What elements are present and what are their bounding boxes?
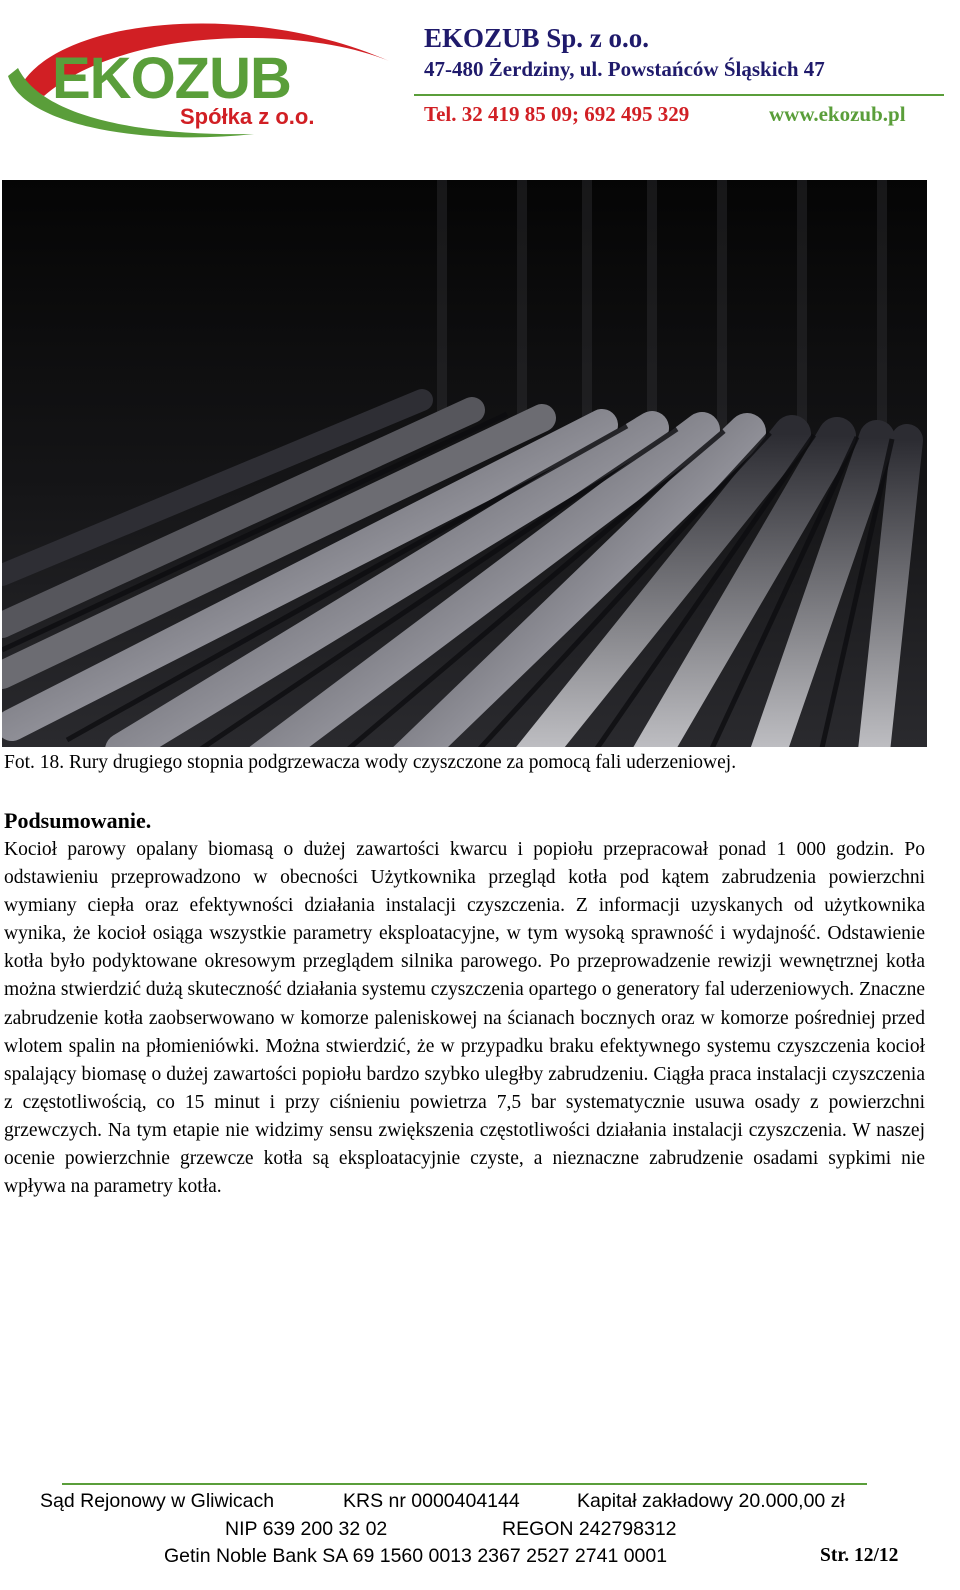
page-header [0, 0, 960, 150]
court-text: Sąd Rejonowy w Gliwicach [40, 1490, 275, 1512]
krs-text: KRS nr 0000404144 [343, 1490, 520, 1512]
company-name: EKOZUB Sp. z o.o. [424, 23, 650, 53]
page-number: Str. 12/12 [820, 1545, 899, 1566]
section-title: Podsumowanie. [4, 808, 152, 833]
logo-subtext: Spółka z o.o. [180, 104, 315, 129]
boiler-tubes-photo [2, 180, 927, 747]
photo-caption: Fot. 18. Rury drugiego stopnia podgrzewacza wody czyszczone za pomocą fali uderzeniowej. [4, 752, 737, 773]
company-block [424, 22, 825, 84]
capital-text: Kapitał zakładowy 20.000,00 zł [577, 1490, 845, 1512]
phone-text: Tel. 32 419 85 09; 692 495 329 [424, 102, 690, 126]
header-divider [414, 94, 944, 96]
regon-text: REGON 242798312 [502, 1518, 677, 1540]
company-address: 47-480 Żerdziny, ul. Powstańców Śląskich 47 [424, 57, 825, 81]
bank-text: Getin Noble Bank SA 69 1560 0013 2367 2527 2741 0001 [164, 1545, 668, 1567]
footer-divider [62, 1483, 867, 1485]
contact-line [424, 102, 906, 127]
logo-wordmark: EKOZUB [52, 46, 291, 111]
ekozub-logo [4, 6, 399, 141]
summary-paragraph: Kocioł parowy opalany biomasą o dużej zawartości kwarcu i popiołu przepracował ponad 1 000 godzin. Po odstawieniu przeprowadzono w obecności Użytkownika przegląd kotła pod kątem zabrudzenia powierzchni wymiany ciepła oraz efektywności działania instalacji czyszczenia. Z informacji uzyskanych od użytkownika wynika, że kocioł osiąga wszystkie parametry eksploatacyjne, w tym wysoką sprawność i wydajność. Odstawienie kotła było podyktowane okresowym przeglądem silnika parowego. Po przeprowadzenie rewizji wewnętrznej kotła można stwierdzić dużą skuteczność działania systemu czyszczenia opartego o generatory fal uderzeniowych. Znaczne zabrudzenie kotła zaobserwowano w komorze paleniskowej na ścianach bocznych oraz w komorze pośredniej przed wlotem spalin na płomieniówki. Można stwierdzić, że w przypadku braku efektywnego systemu czyszczenia kocioł spalający biomasę o dużej zawartości popiołu bardzo szybko uległby zabrudzeniu. Ciągła praca instalacji czyszczenia z częstotliwością, co 15 minut i przy ciśnieniu powietrza 7,5 bar systematycznie usuwa osady z powierzchni grzewczych. Na tym etapie nie widzimy sensu zwiększenia częstotliwości działania instalacji czyszczenia. W naszej ocenie powierzchnie grzewcze kotła są eksploatacyjnie czyste, a nieznaczne zabrudzenie osadami sypkimi nie wpływa na parametry kotła. [4, 839, 925, 1198]
nip-text: NIP 639 200 32 02 [225, 1518, 388, 1540]
website-link[interactable]: www.ekozub.pl [769, 102, 906, 126]
